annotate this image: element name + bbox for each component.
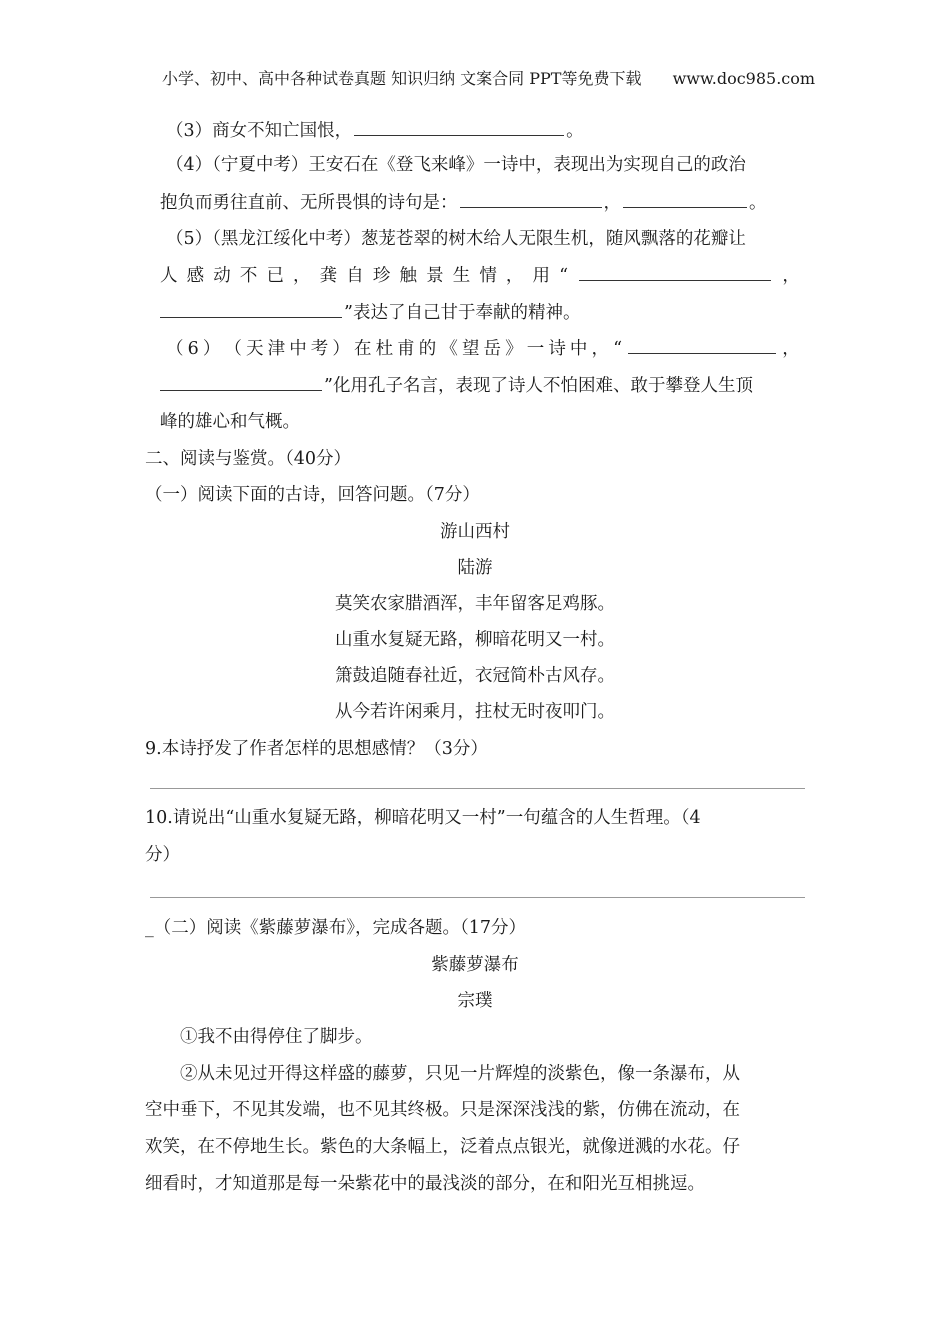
q6-char: 望	[461, 339, 480, 359]
q3-text: （3）商女不知亡国恨，	[166, 121, 353, 141]
question-9: 9.本诗抒发了作者怎样的思想感情？（3分）	[145, 739, 488, 759]
q6-char: ）	[202, 339, 221, 359]
q6-char: 岳	[483, 339, 502, 359]
q5-char: 用	[532, 266, 551, 286]
question-5-line2	[160, 263, 800, 288]
q5-char: 自	[346, 266, 364, 286]
question-10-line2: 分）	[145, 845, 180, 865]
poem-line: 箫鼓追随春社近，衣冠简朴古风存。	[335, 666, 615, 686]
q6-char: 中	[289, 339, 307, 359]
q6-char: 的	[418, 339, 437, 359]
question-6-line2	[160, 373, 753, 398]
q6-char: ）	[332, 339, 350, 359]
answer-line[interactable]	[150, 897, 805, 898]
q6-char: （	[224, 339, 242, 359]
q6-char: 考	[310, 339, 329, 359]
q6-char: 诗	[548, 339, 566, 359]
article-author: 宗璞	[457, 991, 493, 1011]
q6-char: 6	[187, 339, 199, 359]
paragraph-1: ①我不由得停住了脚步。	[180, 1027, 373, 1047]
q6-char: 甫	[397, 339, 415, 359]
header-site[interactable]: www.doc985.com	[672, 69, 816, 88]
q6-char: 》	[505, 339, 523, 359]
question-6-line3: 峰的雄心和气概。	[160, 412, 300, 432]
paragraph-2-line: 欢笑，在不停地生长。紫色的大条幅上，泛着点点银光，就像迸溅的水花。仔	[145, 1137, 740, 1157]
paragraph-2-line: 细看时，才知道那是每一朵紫花中的最浅淡的部分，在和阳光互相挑逗。	[145, 1174, 705, 1194]
q5-char: 动	[213, 266, 231, 286]
q6-char: 一	[526, 339, 545, 359]
q5-char: 触	[399, 266, 417, 286]
question-4-line1: （4）（宁夏中考）王安石在《登飞来峰》一诗中，表现出为实现自己的政治	[166, 155, 746, 175]
q5-char: 情	[479, 266, 497, 286]
q5-char: 已	[266, 266, 284, 286]
poem-line: 从今若许闲乘月，拄杖无时夜叩门。	[335, 702, 615, 722]
q6-char: “	[613, 339, 623, 359]
question-5-line3	[160, 300, 580, 325]
q5-char: 不	[239, 266, 258, 286]
question-5-line1: （5）（黑龙江绥化中考）葱茏苍翠的树木给人无限生机，随风飘落的花瓣让	[166, 229, 746, 249]
poem-title: 游山西村	[440, 522, 510, 542]
q6-char: 杜	[375, 339, 394, 359]
q4-text: 抱负而勇往直前、无所畏惧的诗句是：	[160, 193, 458, 213]
q6-char: 在	[353, 339, 372, 359]
poem-line: 莫笑农家腊酒浑，丰年留客足鸡豚。	[335, 594, 615, 614]
q6-char: 天	[246, 339, 264, 359]
q6-char: （	[166, 339, 184, 359]
q5-char: 人	[160, 266, 178, 286]
paragraph-2-line: ②从未见过开得这样盛的藤萝，只见一片辉煌的淡紫色，像一条瀑布，从	[180, 1064, 740, 1084]
question-3	[166, 118, 584, 143]
answer-blank[interactable]	[579, 263, 771, 281]
poem-author: 陆游	[457, 558, 493, 578]
q6-char: ，	[782, 339, 800, 359]
q5-char: 感	[186, 266, 205, 286]
q6-char: 《	[440, 339, 458, 359]
question-10-line1: 10.请说出“山重水复疑无路，柳暗花明又一村”一句蕴含的人生哲理。（4	[145, 808, 701, 828]
part2-intro: _（二）阅读《紫藤萝瀑布》，完成各题。（17分）	[145, 918, 527, 938]
paragraph-2-line: 空中垂下，不见其发端，也不见其终极。只是深深浅浅的紫，仿佛在流动，在	[145, 1100, 740, 1120]
q5-char: 景	[426, 266, 444, 286]
q4-end: 。	[749, 193, 767, 213]
answer-blank[interactable]	[160, 373, 322, 391]
question-6-line1	[166, 336, 800, 361]
answer-blank[interactable]	[628, 336, 776, 354]
q5-char: ，	[782, 266, 800, 286]
q6-char: ，	[591, 339, 610, 359]
answer-blank[interactable]	[160, 300, 342, 318]
q5-char: 龚	[319, 266, 338, 286]
q5-end: ”表达了自己甘于奉献的精神。	[344, 303, 581, 323]
poem-line: 山重水复疑无路，柳暗花明又一村。	[335, 630, 615, 650]
answer-blank[interactable]	[460, 190, 602, 208]
q5-char: 珍	[372, 266, 391, 286]
q6-char: 中	[569, 339, 588, 359]
page-header	[162, 67, 815, 91]
article-title: 紫藤萝瀑布	[431, 955, 519, 975]
answer-blank[interactable]	[354, 118, 564, 136]
q5-char: ，	[293, 266, 311, 286]
q3-end: 。	[566, 121, 584, 141]
answer-line[interactable]	[150, 788, 805, 789]
answer-blank[interactable]	[623, 190, 747, 208]
q4-sep: ，	[603, 193, 621, 213]
q6-char: 津	[267, 339, 286, 359]
question-4-line2	[160, 190, 767, 215]
q6-text: ”化用孔子名言，表现了诗人不怕困难、敢于攀登人生顶	[324, 376, 753, 396]
q5-char: 生	[452, 266, 471, 286]
q5-char: ，	[505, 266, 524, 286]
q5-char: “	[559, 266, 569, 286]
header-text: 小学、初中、高中各种试卷真题 知识归纳 文案合同 PPT等免费下载	[162, 69, 642, 88]
section-heading: 二、阅读与鉴赏。（40分）	[145, 449, 352, 469]
part1-intro: （一）阅读下面的古诗，回答问题。（7分）	[145, 485, 480, 505]
